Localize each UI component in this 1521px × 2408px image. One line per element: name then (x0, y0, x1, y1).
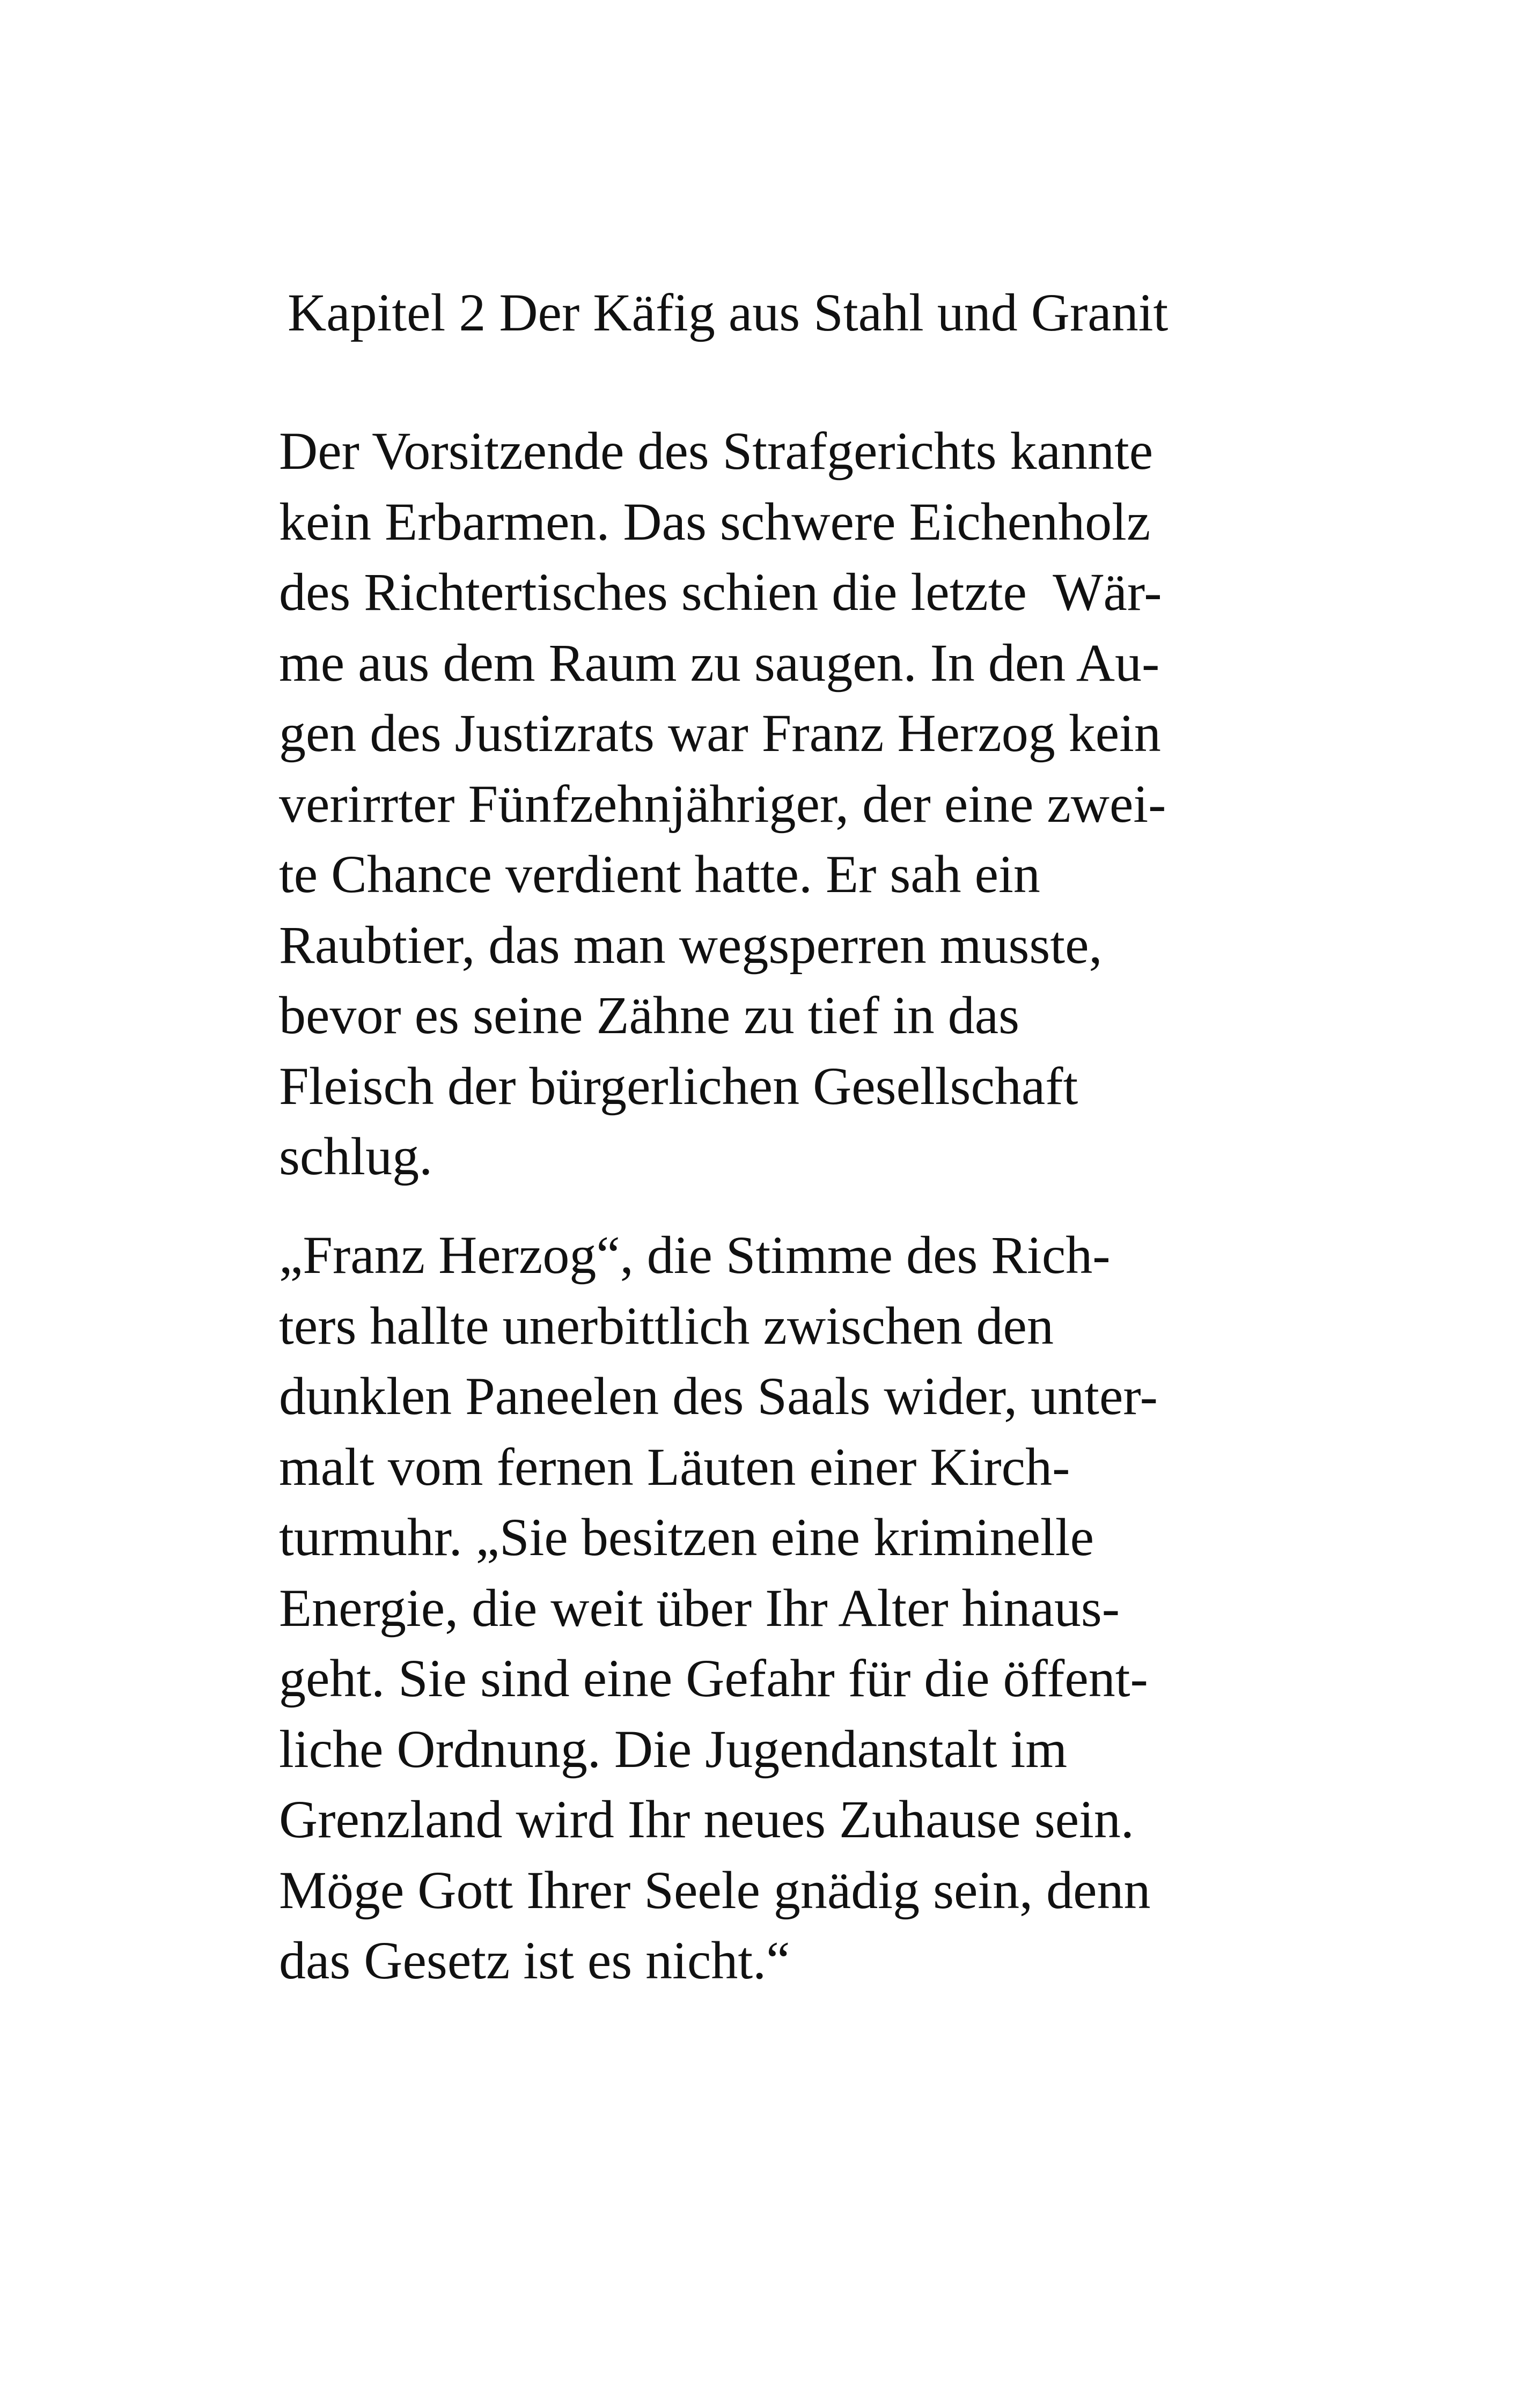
text-line: „Franz Herzog“, die Stimme des Rich- (279, 1225, 1111, 1285)
paragraph-1 (279, 416, 1166, 1192)
text-line: Raubtier, das man wegsperren musste, (279, 915, 1103, 975)
text-line: schlug. (279, 1126, 433, 1186)
text-line: des Richtertisches schien die letzte Wär- (279, 562, 1162, 622)
text-line: gen des Justizrats war Franz Herzog kein (279, 703, 1161, 763)
text-line: geht. Sie sind eine Gefahr für die öffent- (279, 1648, 1148, 1708)
text-line: bevor es seine Zähne zu tief in das (279, 985, 1020, 1045)
text-line: te Chance verdient hatte. Er sah ein (279, 844, 1040, 904)
text-line: liche Ordnung. Die Jugendanstalt im (279, 1719, 1068, 1779)
text-line: das Gesetz ist es nicht.“ (279, 1931, 790, 1990)
text-line: Möge Gott Ihrer Seele gnädig sein, denn (279, 1860, 1151, 1920)
text-line: malt vom fernen Läuten einer Kirch- (279, 1437, 1070, 1497)
text-line: Grenzland wird Ihr neues Zuhause sein. (279, 1790, 1134, 1849)
text-line: dunklen Paneelen des Saals wider, unter- (279, 1366, 1158, 1426)
text-line: Fleisch der bürgerlichen Gesellschaft (279, 1056, 1078, 1116)
paragraph-2 (279, 1220, 1158, 1996)
text-line: turmuhr. „Sie besitzen eine kriminelle (279, 1507, 1094, 1567)
text-line: kein Erbarmen. Das schwere Eichenholz (279, 491, 1151, 551)
chapter-title: Kapitel 2 Der Käfig aus Stahl und Granit (288, 283, 1169, 342)
text-line: ters hallte unerbittlich zwischen den (279, 1295, 1054, 1356)
text-line: verirrter Fünfzehnjähriger, der eine zwei- (279, 774, 1166, 834)
text-line: me aus dem Raum zu saugen. In den Au- (279, 632, 1160, 693)
text-line: Der Vorsitzende des Strafgerichts kannte (279, 421, 1153, 481)
text-line: Energie, die weit über Ihr Alter hinaus- (279, 1578, 1120, 1638)
